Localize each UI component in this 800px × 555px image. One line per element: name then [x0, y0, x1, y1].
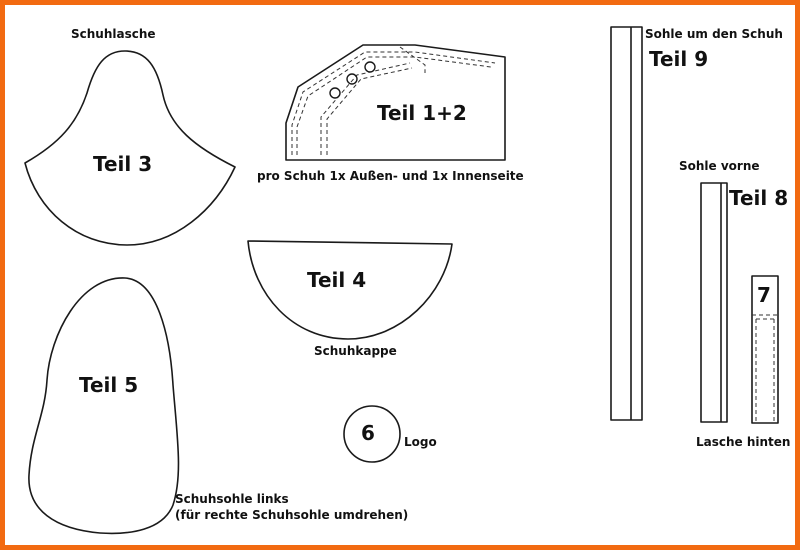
label-schuhsohle-links: Schuhsohle links	[175, 492, 289, 506]
label-teil-7-number: 7	[757, 283, 771, 307]
label-teil-5: Teil 5	[79, 373, 139, 397]
label-logo: Logo	[404, 435, 437, 449]
piece-teil-5-outline	[29, 278, 179, 533]
label-teil-8: Teil 8	[729, 186, 789, 210]
label-teil-3: Teil 3	[93, 152, 153, 176]
label-pro-schuh: pro Schuh 1x Außen- und 1x Innenseite	[257, 169, 524, 183]
label-teil-9: Teil 9	[649, 47, 709, 71]
pattern-drawing	[5, 5, 800, 555]
piece-teil-3-outline	[25, 51, 235, 245]
label-schuhkappe: Schuhkappe	[314, 344, 397, 358]
label-schuhsohle-hint: (für rechte Schuhsohle umdrehen)	[175, 508, 409, 522]
label-teil-4: Teil 4	[307, 268, 367, 292]
piece-teil-9	[611, 27, 642, 420]
label-lasche-hinten: Lasche hinten	[696, 435, 791, 449]
label-schuhlasche: Schuhlasche	[71, 27, 156, 41]
label-sohle-um-den-schuh: Sohle um den Schuh	[645, 27, 783, 41]
label-sohle-vorne: Sohle vorne	[679, 159, 760, 173]
label-teil-1-2: Teil 1+2	[377, 101, 467, 125]
label-teil-6-number: 6	[361, 421, 375, 445]
piece-teil-8	[701, 183, 727, 422]
